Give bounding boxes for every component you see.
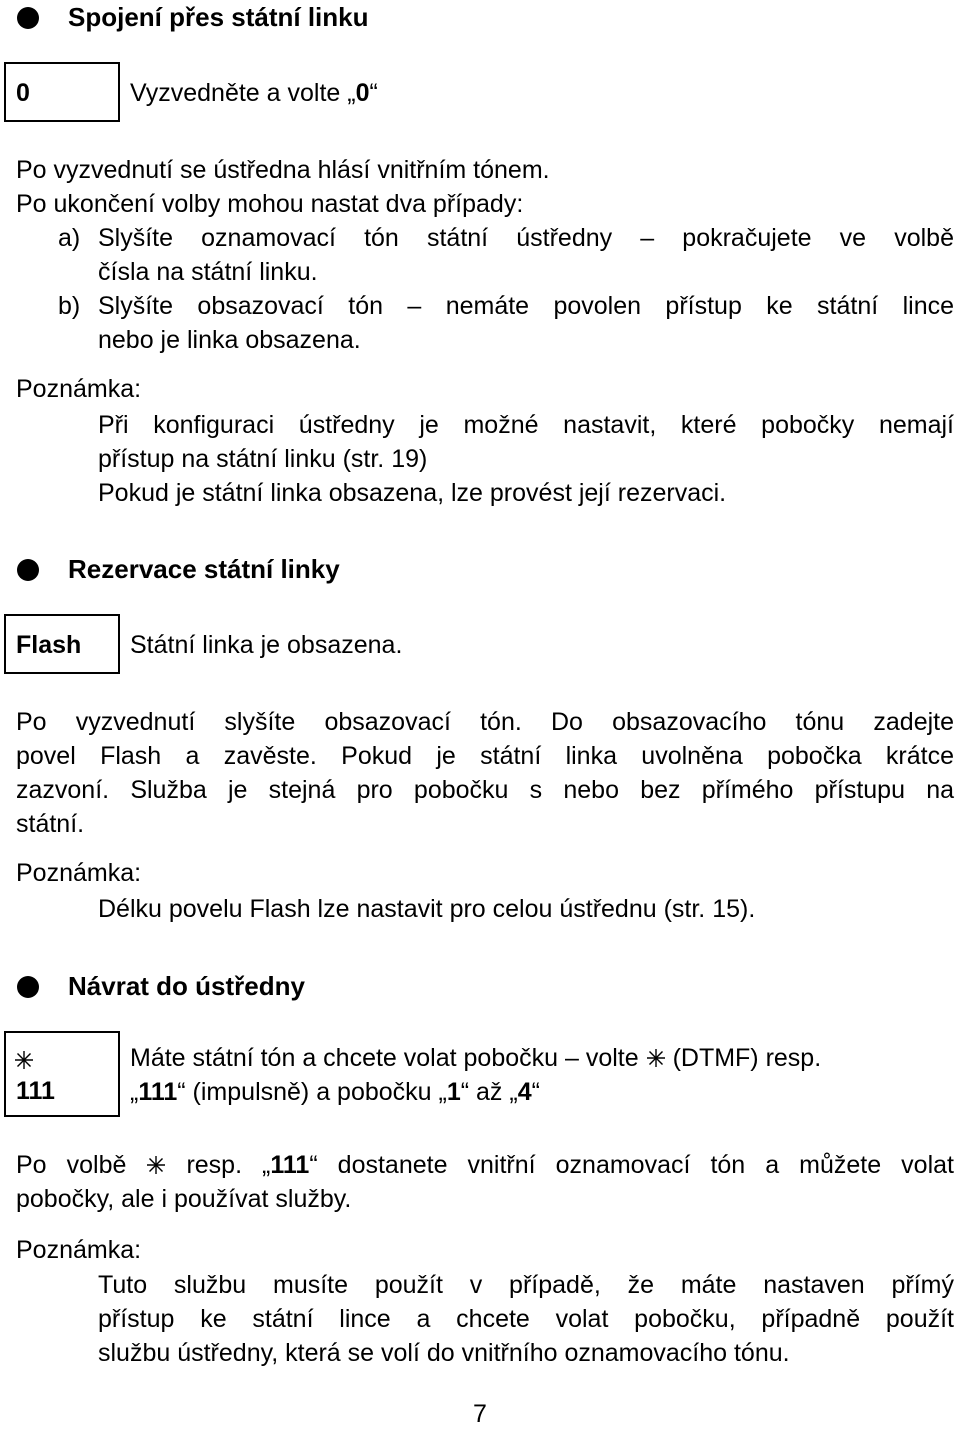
key-label-flash: Flash (16, 631, 82, 659)
bullet-icon (17, 976, 39, 998)
paragraph: Po vyzvednutí se ústředna hlásí vnitřním tónem. (16, 156, 550, 184)
case-marker: a) (58, 224, 81, 252)
note-line: Délku povelu Flash lze nastavit pro celou ústřednu (str. 15). (98, 895, 756, 923)
key-instruction-line1 (130, 1041, 821, 1075)
case-line: Slyšíte obsazovací tón – nemáte povolen přístup ke státní lince (98, 292, 954, 320)
note-label: Poznámka: (16, 1236, 142, 1264)
body-line: zazvoní. Služba je stejná pro pobočku s nebo bez přímého přístupu na (16, 776, 954, 804)
key-instruction-line2 (130, 1075, 540, 1109)
star-icon (146, 1150, 166, 1170)
note-line: službu ústředny, která se volí do vnitřního oznamovacího tónu. (98, 1339, 790, 1367)
body-text: Po volbě (16, 1151, 127, 1179)
key-label-0: 0 (16, 79, 30, 107)
key-instruction-text: “ (impulsně) a pobočku „ (177, 1078, 447, 1106)
body-line: státní. (16, 810, 85, 838)
key-instruction-prefix: Vyzvedněte a volte „ (130, 79, 356, 107)
code-4: 4 (517, 1078, 532, 1106)
code-111: 111 (138, 1078, 178, 1106)
note-line: přístup ke státní lince a chcete volat pobočku, případně použít (98, 1305, 954, 1333)
bullet-icon (17, 7, 39, 29)
body-line: pobočky, ale i používat služby. (16, 1185, 352, 1213)
body-text: “ dostanete vnitřní oznamovací tón a můžete volat (309, 1151, 954, 1179)
quote: „ (130, 1078, 139, 1106)
note-label: Poznámka: (16, 375, 142, 403)
key-instruction (130, 76, 378, 110)
note-label: Poznámka: (16, 859, 142, 887)
body-line (16, 1148, 954, 1182)
section-heading-return: Návrat do ústředny (68, 971, 305, 1001)
case-line: čísla na státní linku. (98, 258, 318, 286)
page-number: 7 (473, 1400, 487, 1428)
note-line: Pokud je státní linka obsazena, lze provést její rezervaci. (98, 479, 727, 507)
quote: “ (531, 1078, 540, 1106)
section-heading-outside-line: Spojení přes státní linku (68, 2, 369, 32)
body-line: povel Flash a zavěste. Pokud je státní linka uvolněna pobočka krátce (16, 742, 954, 770)
body-text: resp. „ (186, 1151, 271, 1179)
key-instruction: Státní linka je obsazena. (130, 631, 403, 659)
paragraph: Po ukončení volby mohou nastat dva případy: (16, 190, 524, 218)
key-instruction-text: “ až „ (460, 1078, 518, 1106)
key-label-111: 111 (16, 1077, 55, 1105)
key-instruction-bold: 0 (355, 79, 370, 107)
star-icon (14, 1046, 34, 1066)
note-line: Při konfiguraci ústředny je možné nastavit, které pobočky nemají (98, 411, 954, 439)
code-111: 111 (270, 1151, 310, 1179)
bullet-icon (17, 559, 39, 581)
note-line: přístup na státní linku (str. 19) (98, 445, 428, 473)
case-line: nebo je linka obsazena. (98, 326, 361, 354)
key-instruction-text: (DTMF) resp. (672, 1044, 822, 1072)
case-marker: b) (58, 292, 81, 320)
body-line: Po vyzvednutí slyšíte obsazovací tón. Do obsazovacího tónu zadejte (16, 708, 954, 736)
code-1: 1 (446, 1078, 461, 1106)
note-line: Tuto službu musíte použít v případě, že máte nastaven přímý (98, 1271, 954, 1299)
section-heading-reservation: Rezervace státní linky (68, 554, 340, 584)
key-instruction-suffix: “ (369, 79, 378, 107)
key-instruction-text: Máte státní tón a chcete volat pobočku – volte (130, 1044, 639, 1072)
case-line: Slyšíte oznamovací tón státní ústředny – pokračujete ve volbě (98, 224, 954, 252)
star-icon (646, 1043, 666, 1063)
